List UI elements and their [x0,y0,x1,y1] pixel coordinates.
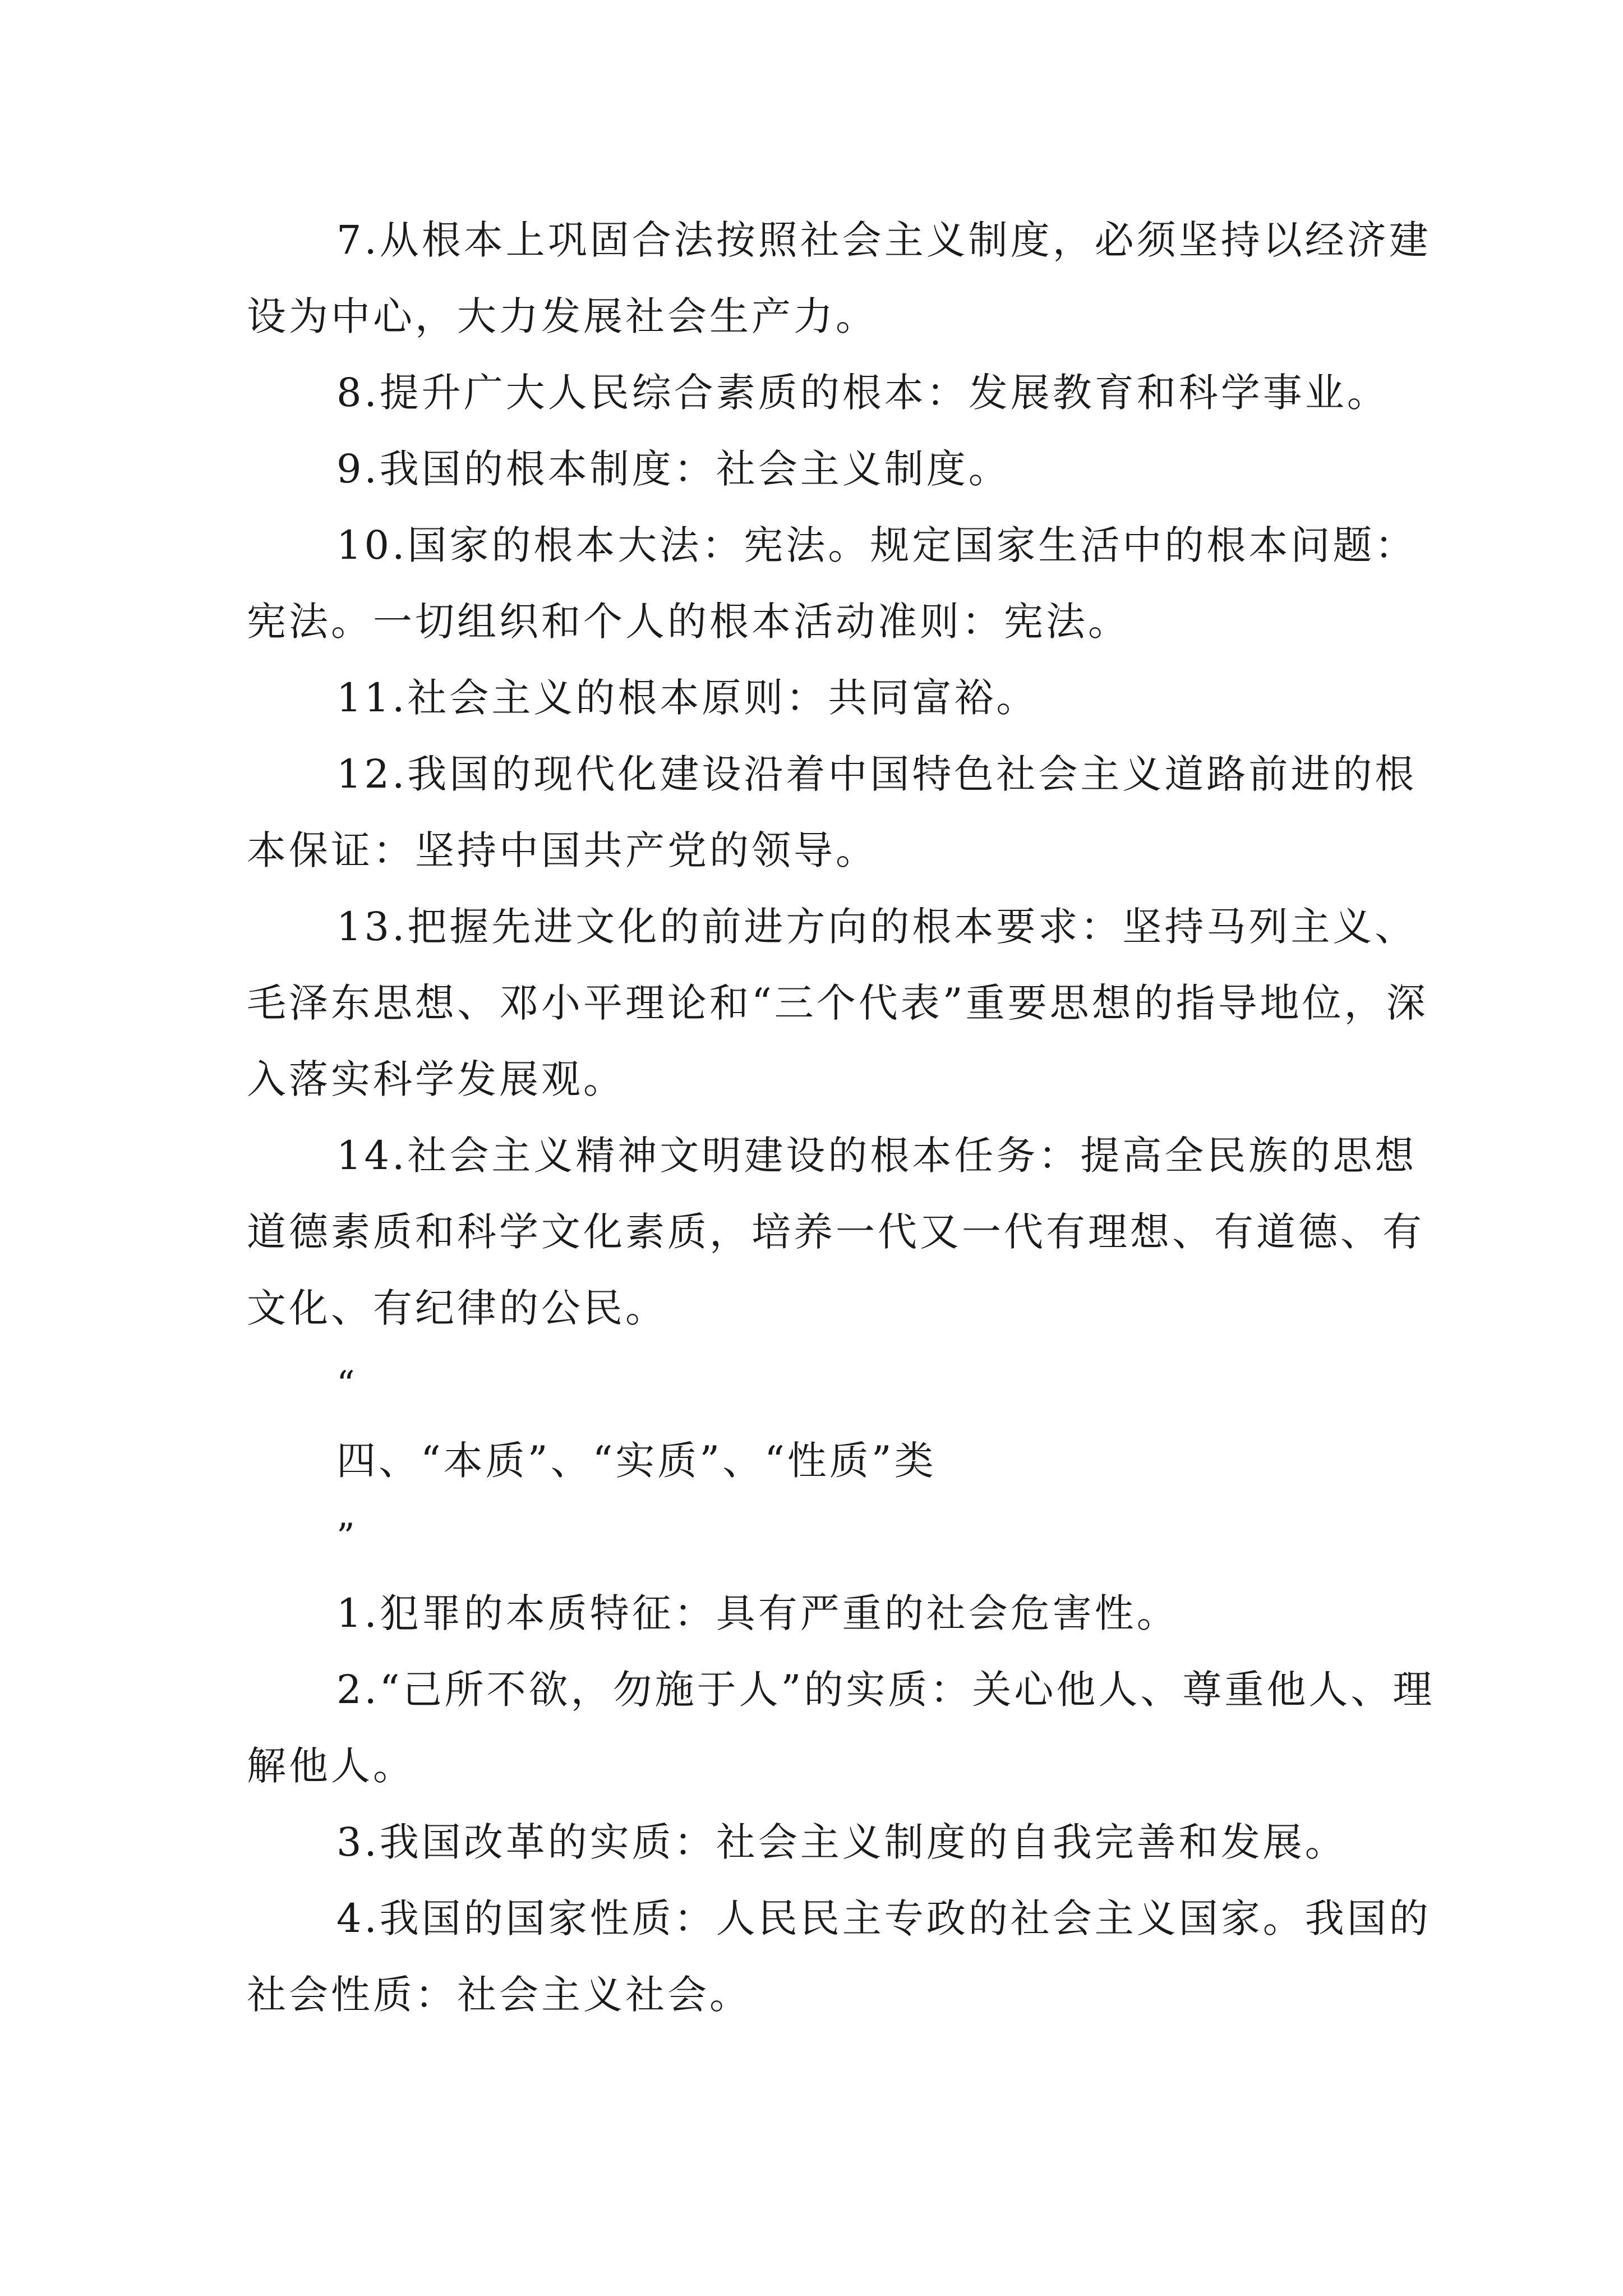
section-open-quote: “ [336,1364,358,1405]
paragraph-item-2: 2.“己所不欲，勿施于人”的实质：关心他人、尊重他人、理解他人。 [247,1667,1435,1789]
section-close-quote: ” [336,1516,358,1558]
section-heading: 四、“本质”、“实质”、“性质”类 [336,1438,937,1484]
section-heading-block [247,1346,1453,1575]
paragraph-item-13: 13.把握先进文化的前进方向的根本要求：坚持马列主义、毛泽东思想、邓小平理论和“三个代表”重要思想的指导地位，深入落实科学发展观。 [247,904,1428,1102]
paragraph-item-9: 9.我国的根本制度：社会主义制度。 [336,446,1011,492]
document-body [247,202,1453,2033]
paragraph-item-11: 11.社会主义的根本原则：共同富裕。 [336,675,1039,721]
paragraph-item-3: 3.我国改革的实质：社会主义制度的自我完善和发展。 [336,1819,1347,1865]
paragraph-item-10: 10.国家的根本大法：宪法。规定国家生活中的根本问题：宪法。一切组织和个人的根本活动准则：宪法。 [247,522,1417,645]
paragraph-item-8: 8.提升广大人民综合素质的根本：发展教育和科学事业。 [336,370,1389,416]
paragraph-item-4: 4.我国的国家性质：人民民主专政的社会主义国家。我国的社会性质：社会主义社会。 [247,1895,1431,2018]
paragraph-item-7: 7.从根本上巩固合法按照社会主义制度，必须坚持以经济建设为中心，大力发展社会生产力。 [247,217,1431,339]
paragraph-item-1: 1.犯罪的本质特征：具有严重的社会危害性。 [336,1590,1179,1636]
paragraph-item-12: 12.我国的现代化建设沿着中国特色社会主义道路前进的根本保证：坚持中国共产党的领导。 [247,751,1417,873]
paragraph-item-14: 14.社会主义精神文明建设的根本任务：提高全民族的思想道德素质和科学文化素质，培养一代又一代有理想、有道德、有文化、有纪律的公民。 [247,1133,1424,1331]
